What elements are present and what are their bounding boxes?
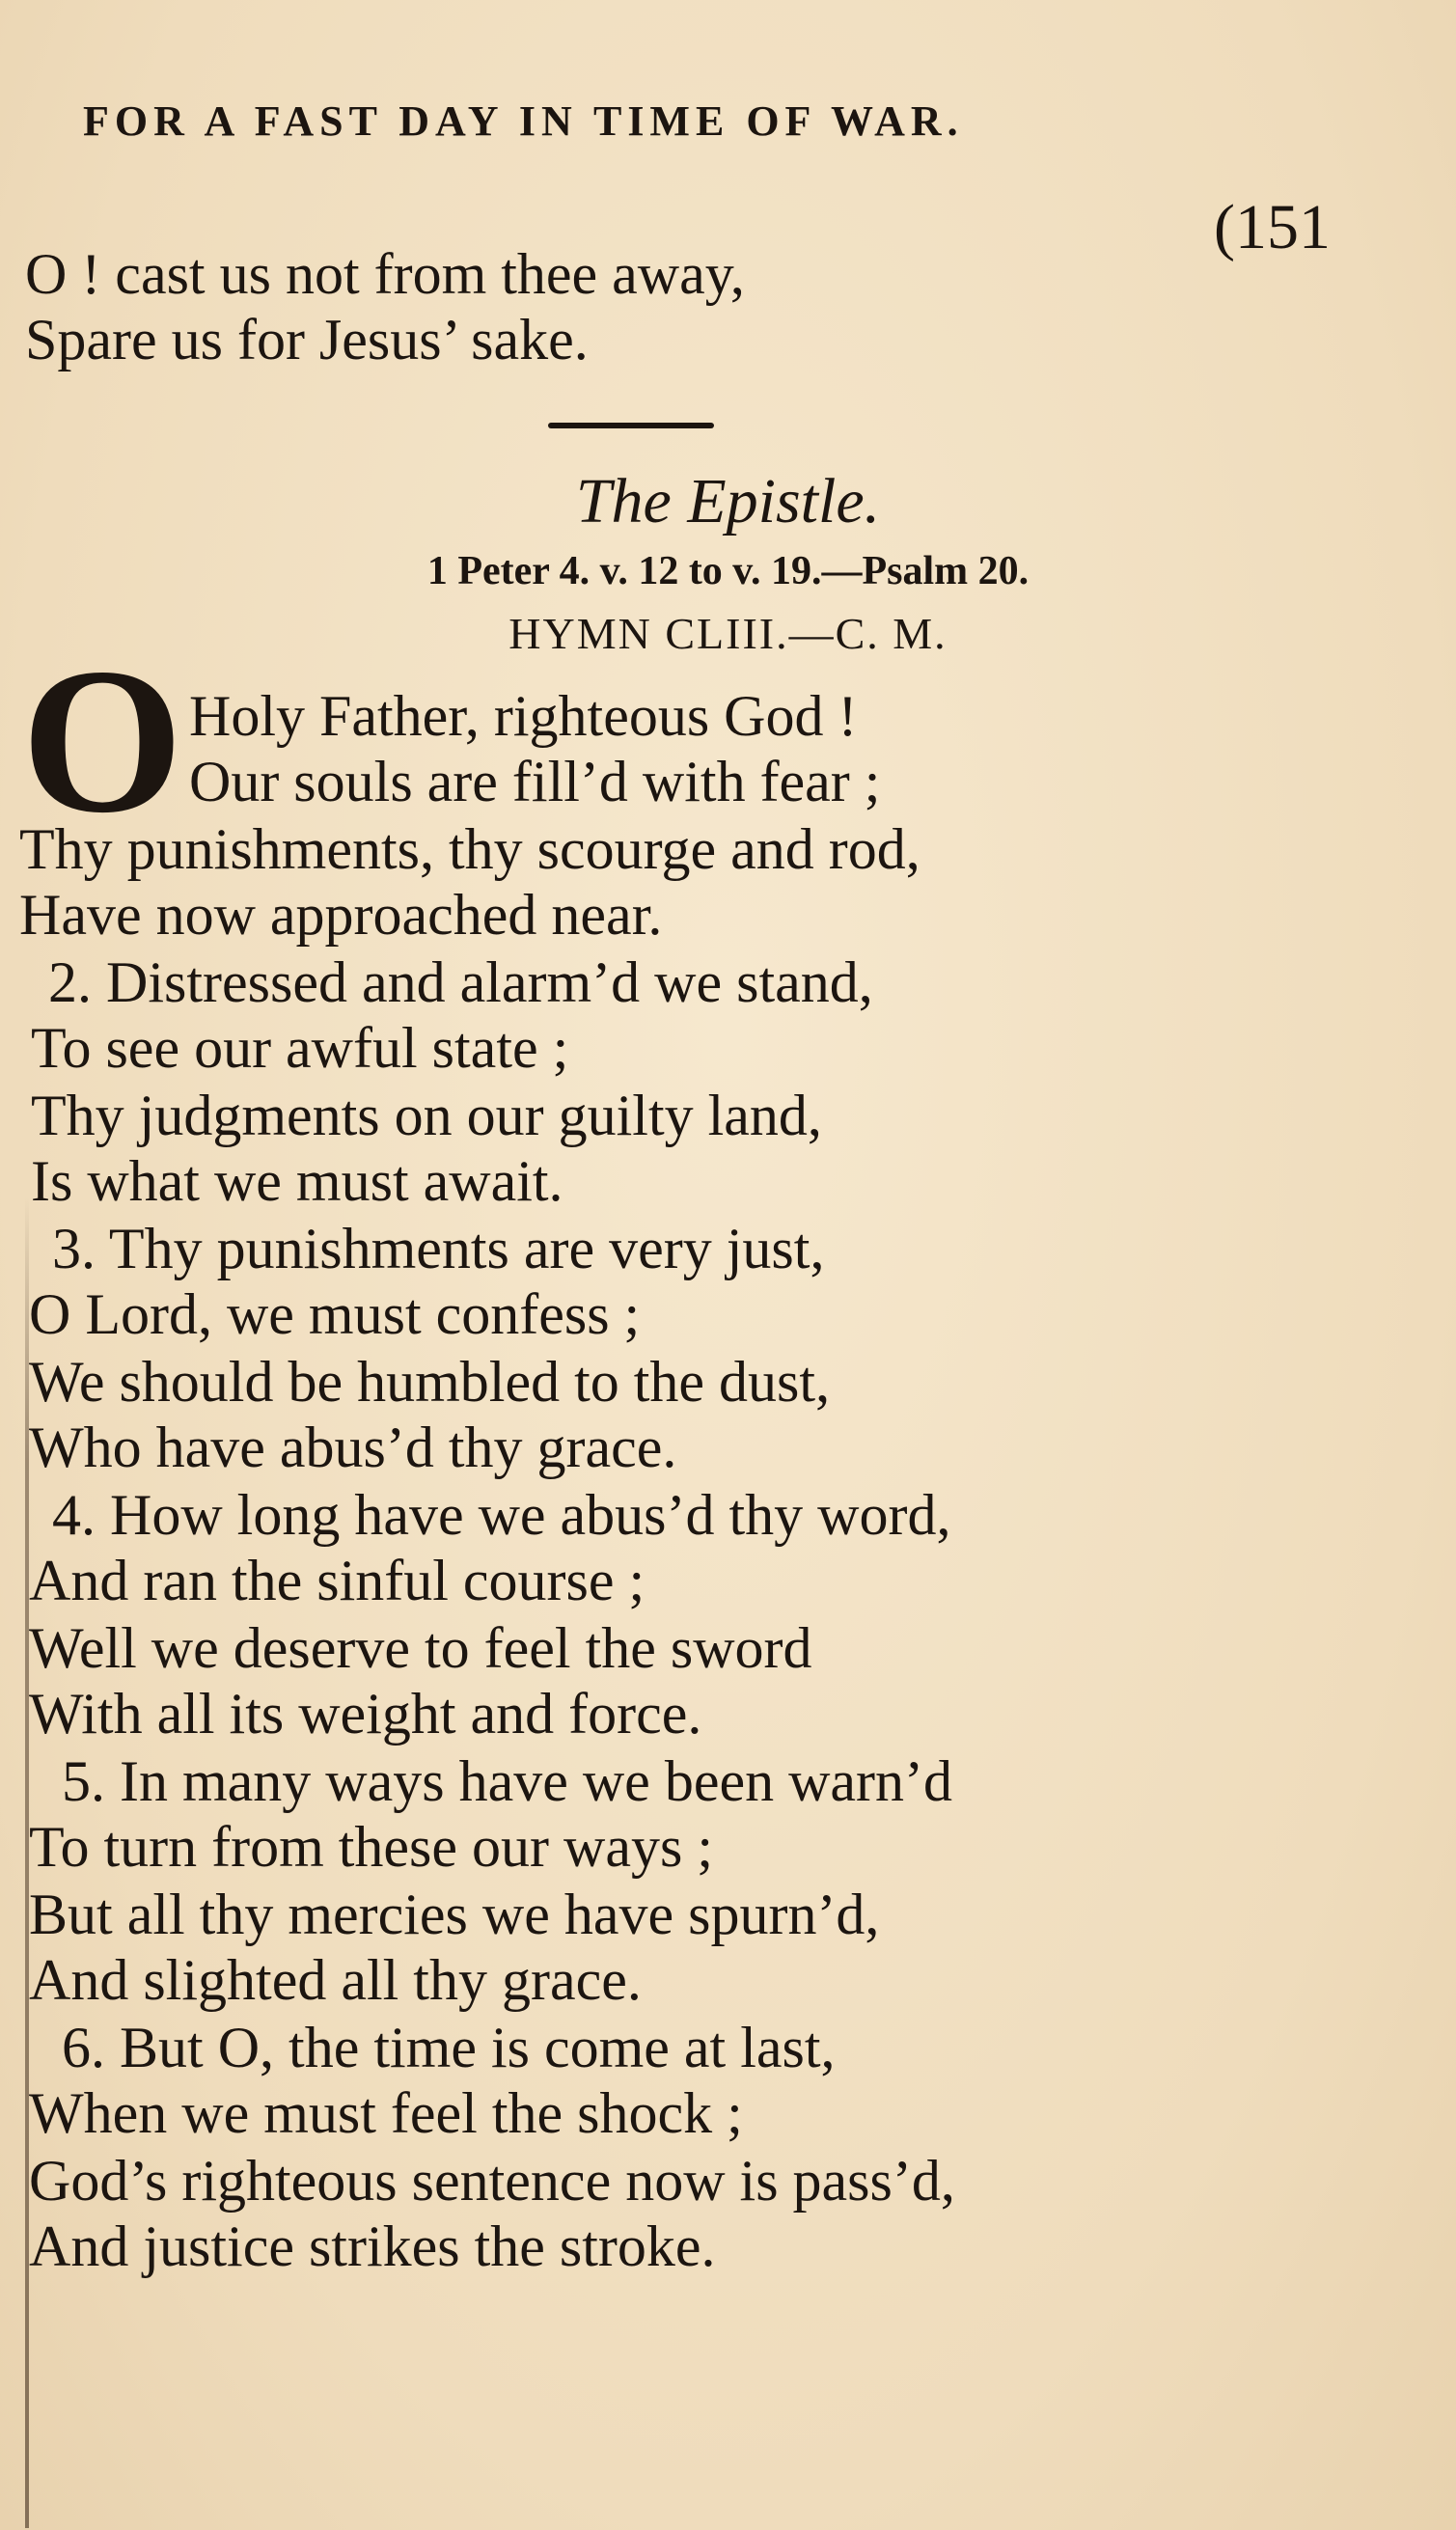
verse-line: With all its weight and force.	[29, 1682, 702, 1746]
verse-line: God’s righteous sentence now is pass’d,	[29, 2149, 955, 2213]
drop-cap: O	[21, 625, 184, 856]
verse-line: When we must feel the shock ;	[29, 2081, 743, 2145]
verse-line: Have now approached near.	[19, 883, 663, 947]
verse-line: But all thy mercies we have spurn’d,	[29, 1883, 880, 1946]
verse-line: 5. In many ways have we been warn’d	[62, 1749, 952, 1813]
verse-line: Spare us for Jesus’ sake.	[25, 308, 589, 371]
hymn-heading: HYMN CLIII.—C. M.	[508, 609, 948, 658]
running-head	[83, 96, 1331, 262]
verse-line: We should be humbled to the dust,	[29, 1350, 831, 1414]
verse-line: And slighted all thy grace.	[29, 1948, 642, 2012]
verse-line: Is what we must await.	[31, 1149, 563, 1213]
verse-line: To see our awful state ;	[31, 1016, 569, 1080]
verse-line: And justice strikes the stroke.	[29, 2214, 716, 2278]
verse-line: Our souls are fill’d with fear ;	[189, 750, 881, 813]
verse-line: 2. Distressed and alarm’d we stand,	[48, 950, 873, 1014]
verse-line: And ran the sinful course ;	[29, 1549, 646, 1612]
verse-line: O Lord, we must confess ;	[29, 1282, 641, 1346]
verse-line: Who have abus’d thy grace.	[29, 1416, 677, 1479]
section-title: The Epistle.	[575, 466, 881, 536]
scripture-reference: 1 Peter 4. v. 12 to v. 19.—Psalm 20.	[426, 549, 1030, 593]
verse-line: 4. How long have we abus’d thy word,	[52, 1483, 951, 1547]
verse-line: Holy Father, righteous God !	[189, 684, 858, 748]
verse-line: 3. Thy punishments are very just,	[52, 1217, 825, 1280]
verse-line: Thy punishments, thy scourge and rod,	[19, 817, 920, 881]
verse-line: Thy judgments on our guilty land,	[31, 1084, 822, 1147]
section-divider	[548, 423, 714, 428]
verse-line: O ! cast us not from thee away,	[25, 242, 745, 306]
running-title: FOR A FAST DAY IN TIME OF WAR.	[83, 97, 964, 145]
verse-line: To turn from these our ways ;	[29, 1815, 713, 1879]
page-number: (151	[1214, 192, 1331, 262]
verse-line: Well we deserve to feel the sword	[29, 1616, 812, 1680]
verse-line: 6. But O, the time is come at last,	[62, 2016, 836, 2079]
